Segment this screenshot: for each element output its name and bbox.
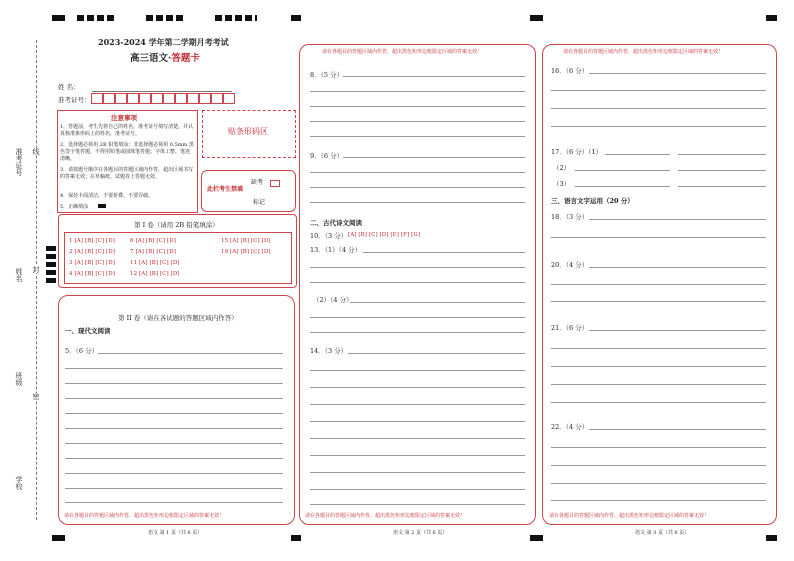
answer-line[interactable] bbox=[65, 383, 283, 384]
side-secret-label: 密 bbox=[32, 393, 40, 400]
answer-line[interactable] bbox=[605, 154, 670, 155]
side-mark bbox=[46, 246, 56, 251]
side-seal-label: 封 bbox=[32, 266, 40, 273]
page2-warning-top: 请在各题目的答题区域内作答，超出黑色矩形边框限定区域的答案无效！ bbox=[322, 49, 483, 55]
answer-line[interactable] bbox=[551, 284, 766, 285]
notice-item-4: 4．保持卡面清洁，不要折叠、不要弄破。 bbox=[60, 193, 154, 199]
answer-line[interactable] bbox=[310, 136, 525, 137]
mc-q7[interactable]: 7 [A] [B] [C] [D] bbox=[130, 249, 176, 255]
answer-line[interactable] bbox=[551, 465, 766, 466]
exam-title: 2023-2024 学年第二学期月考考试 bbox=[98, 37, 229, 47]
answer-line[interactable] bbox=[589, 429, 766, 430]
registration-mark bbox=[146, 15, 184, 21]
notice-item-3: 3．请按题号顺序在各题目的答题区域内作答，超出区域书写的答案无效；在草稿纸、试题卷上答题无效。 bbox=[60, 167, 194, 180]
answer-line[interactable] bbox=[310, 404, 525, 405]
answer-line[interactable] bbox=[310, 187, 525, 188]
part2-heading: 二、古代诗文阅读 bbox=[310, 219, 362, 227]
q17-label: 17．（6 分）（1） bbox=[551, 148, 603, 156]
q16-label: 16．（6 分） bbox=[551, 67, 589, 75]
mc-q4[interactable]: 4 [A] [B] [C] [D] bbox=[69, 271, 115, 277]
answer-line[interactable] bbox=[348, 353, 525, 354]
registration-mark bbox=[52, 15, 65, 21]
q9-label: 9．（6 分） bbox=[310, 152, 344, 160]
answer-line[interactable] bbox=[350, 302, 525, 303]
absent-option-2: 标记 bbox=[253, 199, 266, 206]
answer-line[interactable] bbox=[589, 73, 766, 74]
answer-line[interactable] bbox=[551, 384, 766, 385]
absent-option-1: 缺考 bbox=[251, 179, 264, 186]
registration-mark bbox=[766, 15, 777, 21]
answer-line[interactable] bbox=[310, 370, 525, 371]
answer-line[interactable] bbox=[343, 157, 525, 158]
answer-line[interactable] bbox=[310, 455, 525, 456]
mc-q2[interactable]: 2 [A] [B] [C] [D] bbox=[69, 249, 115, 255]
subject-title: 高三语文·答题卡 bbox=[130, 53, 200, 64]
answer-line[interactable] bbox=[65, 428, 283, 429]
q10-label: 10．（3 分） bbox=[310, 232, 348, 240]
answer-line[interactable] bbox=[678, 170, 766, 171]
side-name-label: 姓名 bbox=[15, 268, 23, 282]
answer-line[interactable] bbox=[65, 488, 283, 489]
side-mark bbox=[46, 254, 56, 259]
answer-line[interactable] bbox=[551, 108, 766, 109]
page3-warning-top: 请在各题目的答题区域内作答，超出黑色矩形边框限定区域的答案无效！ bbox=[563, 49, 724, 55]
answer-line[interactable] bbox=[310, 267, 525, 268]
side-mark bbox=[46, 278, 56, 283]
side-mark bbox=[46, 262, 56, 267]
q18-label: 18．（3 分） bbox=[551, 213, 589, 221]
name-field[interactable] bbox=[92, 91, 232, 92]
answer-line[interactable] bbox=[551, 126, 766, 127]
answer-line[interactable] bbox=[65, 502, 283, 503]
answer-line[interactable] bbox=[65, 443, 283, 444]
answer-line[interactable] bbox=[310, 504, 525, 505]
answer-line[interactable] bbox=[310, 438, 525, 439]
side-mark bbox=[46, 270, 56, 275]
answer-line[interactable] bbox=[551, 366, 766, 367]
answer-line[interactable] bbox=[310, 282, 525, 283]
answer-line[interactable] bbox=[310, 421, 525, 422]
q17-3-label: （3） bbox=[553, 180, 571, 188]
answer-line[interactable] bbox=[678, 154, 766, 155]
answer-line[interactable] bbox=[589, 330, 766, 331]
answer-line[interactable] bbox=[575, 170, 670, 171]
q13-label: 13．（1）（4 分） bbox=[310, 246, 362, 254]
answer-line[interactable] bbox=[551, 402, 766, 403]
absent-label: 此栏考生禁填 bbox=[207, 186, 244, 193]
answer-line[interactable] bbox=[310, 202, 525, 203]
answer-line[interactable] bbox=[310, 106, 525, 107]
answer-line[interactable] bbox=[551, 348, 766, 349]
name-label: 姓 名： bbox=[58, 83, 80, 91]
mc-q12[interactable]: 12 [A] [B] [C] [D] bbox=[130, 271, 180, 277]
answer-line[interactable] bbox=[363, 252, 525, 253]
page1-footer: 语文 第 1 页（共 6 页） bbox=[148, 530, 203, 536]
part1-heading: 一、现代文阅读 bbox=[65, 327, 111, 335]
registration-mark bbox=[215, 15, 257, 21]
registration-mark bbox=[530, 535, 543, 541]
page1-warning: 请在各题目的答题区域内作答，超出黑色矩形边框限定区域的答案无效！ bbox=[64, 513, 225, 519]
side-id-label: 准考证号 bbox=[15, 148, 23, 176]
section2-title: 第 II 卷（请在各试题的答题区域内作答） bbox=[118, 314, 238, 322]
q22-label: 22．（4 分） bbox=[551, 423, 589, 431]
answer-line[interactable] bbox=[310, 121, 525, 122]
answer-line[interactable] bbox=[310, 317, 525, 318]
registration-mark bbox=[530, 15, 543, 21]
registration-mark bbox=[291, 15, 301, 21]
answer-line[interactable] bbox=[678, 186, 766, 187]
answer-line[interactable] bbox=[65, 398, 283, 399]
mc-q15[interactable]: 15 [A] [B] [C] [D] bbox=[221, 238, 271, 244]
page3-footer: 语文 第 3 页（共 6 页） bbox=[635, 530, 690, 536]
absent-checkbox[interactable] bbox=[270, 180, 280, 187]
answer-line[interactable] bbox=[575, 186, 670, 187]
answer-line[interactable] bbox=[65, 368, 283, 369]
notice-title: 注意事项 bbox=[111, 114, 137, 122]
answer-line[interactable] bbox=[310, 489, 525, 490]
side-line-label: 线 bbox=[32, 148, 40, 155]
q20-label: 20．（4 分） bbox=[551, 261, 589, 269]
page3-warning-bottom: 请在各题目的答题区域内作答，超出黑色矩形边框限定区域的答案无效！ bbox=[549, 513, 710, 519]
mc-q1[interactable]: 1 [A] [B] [C] [D] bbox=[69, 238, 115, 244]
answer-line[interactable] bbox=[589, 219, 766, 220]
notice-item-5: 5．正确填涂 bbox=[60, 204, 89, 210]
registration-mark bbox=[766, 535, 777, 541]
answer-line[interactable] bbox=[551, 500, 766, 501]
q13b-label: （2）（4 分） bbox=[313, 296, 353, 304]
page2-footer: 语文 第 2 页（共 6 页） bbox=[393, 530, 448, 536]
binding-line bbox=[36, 40, 37, 520]
answer-line[interactable] bbox=[551, 447, 766, 448]
q17-2-label: （2） bbox=[553, 164, 571, 172]
notice-item-1: 1．答题前，考生先将自己的姓名，准考证号填写清楚，并认真核准条形码上的姓名、准考证号。 bbox=[60, 124, 194, 137]
answer-line[interactable] bbox=[343, 76, 525, 77]
mc-q19[interactable]: 19 [A] [B] [C] [D] bbox=[221, 249, 271, 255]
q5-label: 5．（6 分） bbox=[65, 347, 99, 355]
answer-line[interactable] bbox=[551, 483, 766, 484]
section1-title: 第 I 卷（请用 2B 铅笔填涂） bbox=[134, 221, 219, 229]
answer-line[interactable] bbox=[310, 91, 525, 92]
id-number-cells[interactable] bbox=[91, 93, 235, 104]
notice-item-2: 2．选择题必须用 2B 铅笔填涂；非选择题必须用 0.5mm 黑色签字笔答题，不得用铅笔或圆珠笔答题；字体工整、笔迹清晰。 bbox=[60, 142, 194, 162]
answer-line[interactable] bbox=[310, 332, 525, 333]
answer-line[interactable] bbox=[310, 387, 525, 388]
answer-line[interactable] bbox=[310, 172, 525, 173]
part3-heading: 三、语言文字运用（20 分） bbox=[551, 197, 634, 205]
answer-line[interactable] bbox=[310, 472, 525, 473]
answer-line[interactable] bbox=[65, 413, 283, 414]
q14-label: 14．（3 分） bbox=[310, 347, 348, 355]
barcode-label: 贴条形码区 bbox=[228, 127, 268, 136]
q21-label: 21．（6 分） bbox=[551, 324, 589, 332]
answer-line[interactable] bbox=[65, 473, 283, 474]
side-school-label: 学校 bbox=[15, 476, 23, 490]
answer-line[interactable] bbox=[65, 458, 283, 459]
mc-q11[interactable]: 11 [A] [B] [C] [D] bbox=[130, 260, 180, 266]
filled-sample-icon bbox=[98, 204, 106, 208]
answer-line[interactable] bbox=[98, 353, 283, 354]
registration-mark bbox=[77, 15, 115, 21]
id-label: 准考证号： bbox=[58, 96, 91, 104]
page2-box bbox=[299, 44, 536, 525]
mc-q6[interactable]: 6 [A] [B] [C] [D] bbox=[130, 238, 176, 244]
q8-label: 8．（5 分） bbox=[310, 71, 344, 79]
answer-line[interactable] bbox=[551, 90, 766, 91]
side-class-label: 班级 bbox=[15, 372, 23, 386]
registration-mark bbox=[291, 535, 301, 541]
q10-options[interactable]: [A] [B] [C] [D] [E] [F] [G] bbox=[348, 232, 421, 238]
mc-q3[interactable]: 3 [A] [B] [C] [D] bbox=[69, 260, 115, 266]
answer-line[interactable] bbox=[551, 301, 766, 302]
answer-line[interactable] bbox=[551, 237, 766, 238]
registration-mark bbox=[52, 535, 65, 541]
answer-line[interactable] bbox=[589, 267, 766, 268]
page2-warning-bottom: 请在各题目的答题区域内作答，超出黑色矩形边框限定区域的答案无效！ bbox=[305, 513, 466, 519]
